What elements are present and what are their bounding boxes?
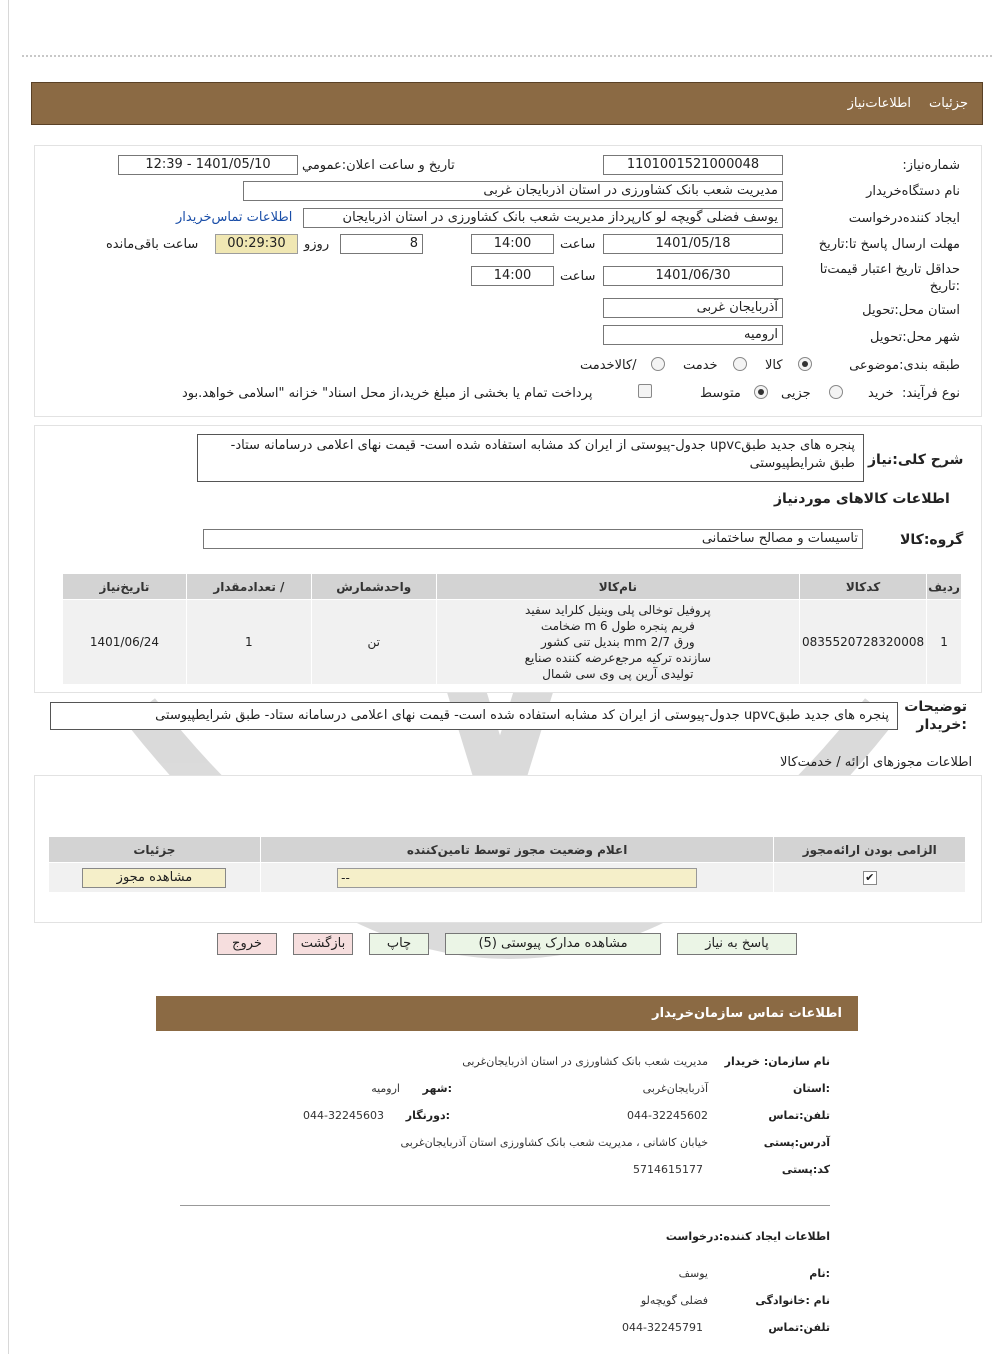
cell-qty: 1	[186, 600, 311, 685]
cell-details	[49, 863, 261, 893]
col-date: تاریخ‌نیاز	[63, 574, 187, 600]
creator-family-value: فضلی گویچه‌لو	[640, 1294, 708, 1307]
table-row	[49, 863, 966, 893]
required-check-icon: ✔	[863, 871, 877, 885]
top-dotted-divider	[22, 55, 992, 57]
table-row	[63, 600, 962, 685]
buyer-notes-label: توضیحات :خریدار	[904, 699, 967, 733]
category-goods-radio[interactable]	[798, 357, 812, 371]
back-button[interactable]: بازگشت	[293, 933, 353, 955]
deadline-time-label: ساعت	[560, 237, 596, 252]
process-medium-label: متوسط	[700, 386, 741, 401]
summary-label: شرح کلی:نیاز	[868, 452, 964, 468]
category-service-label: خدمت	[683, 358, 718, 373]
creator-label: ایجاد کننده‌درخواست	[848, 211, 960, 226]
page-left-border	[8, 0, 9, 1354]
contact-province-label: :استان	[793, 1082, 830, 1095]
group-label: گروه:کالا	[900, 532, 964, 548]
buyer-notes-text: پنجره های جدید طبقupvc جدول-پیوستی از ایران کد مشابه استفاده شده است- قیمت نهای اعلامی درسامانه ستاد- طبق شرایطپیوستی	[50, 702, 898, 730]
validity-time-label: ساعت	[560, 269, 596, 284]
creator-name-value: یوسف	[678, 1267, 708, 1280]
days-field: 8	[340, 234, 423, 254]
deadline-time-field: 14:00	[471, 234, 554, 254]
contact-fax-value: 044-32245603	[303, 1109, 384, 1122]
process-label: نوع فرآیند:	[902, 386, 960, 401]
goods-table-header	[63, 574, 962, 600]
contact-fax-label: :دورنگار	[405, 1109, 450, 1122]
need-number-field: 1101001521000048	[603, 155, 783, 175]
deadline-label: مهلت ارسال پاسخ تا:تاریخ	[818, 237, 960, 252]
contact-address-value: خیابان کاشانی ، مدیریت شعب بانک کشاورزی استان آذربایجان‌غربی	[400, 1136, 708, 1149]
permits-table	[48, 836, 966, 893]
exit-button[interactable]: خروج	[217, 933, 277, 955]
category-label: طبقه بندی:موضوعی	[849, 358, 960, 373]
buyer-org-label: نام دستگاه‌خریدار	[866, 184, 960, 199]
name-line: فریم پنجره طول 6 m ضخامت	[540, 619, 695, 633]
print-button[interactable]: چاپ	[369, 933, 429, 955]
col-details: جزئیات	[49, 837, 261, 863]
col-name: نام‌کالا	[436, 574, 799, 600]
contact-phone-value: 044-32245602	[627, 1109, 708, 1122]
category-service-radio[interactable]	[733, 357, 747, 371]
view-permit-button[interactable]: مشاهده مجوز	[82, 868, 226, 888]
summary-text: پنجره های جدید طبقupvc جدول-پیوستی از ایران کد مشابه استفاده شده است- قیمت نهای اعلامی درسامانه ستاد- طبق شرایطپیوستی	[197, 434, 864, 482]
contact-phone-label: تلفن:تماس	[768, 1109, 830, 1122]
days-label: روزو	[304, 237, 330, 252]
name-line: ورق 2/7 mm بندیل تنی کشور	[540, 635, 695, 649]
name-line: پروفیل توخالی پلی وینیل کلراید سفید	[525, 603, 711, 617]
payment-checkbox[interactable]	[638, 384, 652, 398]
permit-status-field[interactable]: --	[337, 868, 697, 888]
contact-province-value: آذربایجان‌غربی	[642, 1082, 708, 1095]
province-field: آذربایجان غربی	[603, 298, 783, 318]
goods-table	[62, 573, 962, 685]
category-both-radio[interactable]	[651, 357, 665, 371]
buyer-contact-link[interactable]: اطلاعات تماس‌خریدار	[176, 210, 293, 225]
cell-name	[436, 600, 799, 685]
buyer-org-field: مدیریت شعب بانک کشاورزی در استان اذربایجان غربی	[243, 181, 783, 201]
contact-address-label: آدرس:پستی	[763, 1136, 830, 1149]
cell-code: 0835520728320008	[800, 600, 927, 685]
col-row: ردیف	[927, 574, 962, 600]
cell-row: 1	[927, 600, 962, 685]
cell-required	[774, 863, 966, 893]
tab-need-info[interactable]: اطلاعات‌نیاز	[847, 96, 912, 111]
creator-phone-label: تلفن:تماس	[768, 1321, 830, 1334]
contact-postal-value: 5714615177	[633, 1163, 703, 1176]
top-tab-bar	[31, 82, 983, 125]
need-number-label: شماره‌نیاز:	[902, 158, 960, 173]
announce-label: تاریخ و ساعت اعلان:عمومي	[302, 158, 455, 173]
creator-phone-value: 044-32245791	[622, 1321, 703, 1334]
city-label: شهر محل:تحویل	[870, 330, 960, 345]
contact-title-bar: اطلاعات تماس سازمان‌خریدار	[156, 996, 858, 1031]
reply-button[interactable]: پاسخ به نیاز	[677, 933, 797, 955]
name-line: سازنده ترکیه مرجع‌عرضه کننده صنایع	[524, 651, 712, 665]
remaining-timer: 00:29:30	[215, 234, 298, 254]
permits-table-header	[49, 837, 966, 863]
group-field: تاسیسات و مصالح ساختمانی	[203, 529, 863, 549]
process-minor-label: جزیی	[781, 386, 811, 401]
contact-org-value: مدیریت شعب بانک کشاورزی در استان اذربایجان‌غربی	[462, 1055, 708, 1068]
creator-name-label: :نام	[809, 1267, 830, 1280]
cell-status	[260, 863, 774, 893]
validity-label: حداقل تاریخ اعتبار قیمت‌تا :تاریخ	[819, 262, 960, 294]
contact-city-value: ارومیه	[371, 1082, 400, 1095]
contact-org-label: نام سازمان: خریدار	[724, 1055, 830, 1068]
category-both-label: /کالاخدمت	[580, 358, 637, 373]
col-unit: واحدشمارش	[311, 574, 436, 600]
contact-divider	[180, 1205, 830, 1206]
validity-date-field: 1401/06/30	[603, 266, 783, 286]
permits-heading: اطلاعات مجوزهای ارائه / خدمت‌کالا	[780, 755, 973, 770]
process-minor-radio[interactable]	[829, 385, 843, 399]
deadline-date-field: 1401/05/18	[603, 234, 783, 254]
validity-time-field: 14:00	[471, 266, 554, 286]
contact-postal-label: کد:پستی	[781, 1163, 830, 1176]
col-required: الزامی بودن ارائه‌مجوز	[774, 837, 966, 863]
name-line: تولیدی آرین پی وی سی شمال	[542, 667, 694, 681]
cell-date: 1401/06/24	[63, 600, 187, 685]
col-qty: / تعدادمقدار	[186, 574, 311, 600]
category-goods-label: کالا	[765, 358, 783, 373]
contact-city-label: :شهر	[422, 1082, 452, 1095]
creator-family-label: نام :خانوادگی	[755, 1294, 830, 1307]
city-field: ارومیه	[603, 325, 783, 345]
items-heading: اطلاعات کالاهای موردنیاز	[774, 491, 950, 507]
process-medium-radio[interactable]	[754, 385, 768, 399]
process-buy-label: خرید	[868, 386, 894, 401]
col-status: اعلام وضعیت مجوز توسط تامین‌کننده	[260, 837, 774, 863]
attachments-button[interactable]: مشاهده مدارک پیوستی (5)	[445, 933, 661, 955]
col-code: کدکالا	[800, 574, 927, 600]
province-label: استان محل:تحویل	[862, 303, 960, 318]
remaining-label: ساعت باقی‌مانده	[106, 237, 199, 252]
creator-field: یوسف فضلی گویچه لو کارپرداز مدیریت شعب بانک کشاورزی در استان اذربایجان	[303, 208, 783, 228]
tab-details[interactable]: جزئیات	[929, 96, 968, 111]
creator-info-heading: اطلاعات ایجاد کننده:درخواست	[665, 1230, 830, 1243]
announce-datetime-field: 1401/05/10 - 12:39	[118, 155, 298, 175]
payment-note: پرداخت تمام یا بخشی از مبلغ خرید،از محل اسناد" خزانه "اسلامی خواهد.بود	[182, 386, 593, 401]
cell-unit: تن	[311, 600, 436, 685]
